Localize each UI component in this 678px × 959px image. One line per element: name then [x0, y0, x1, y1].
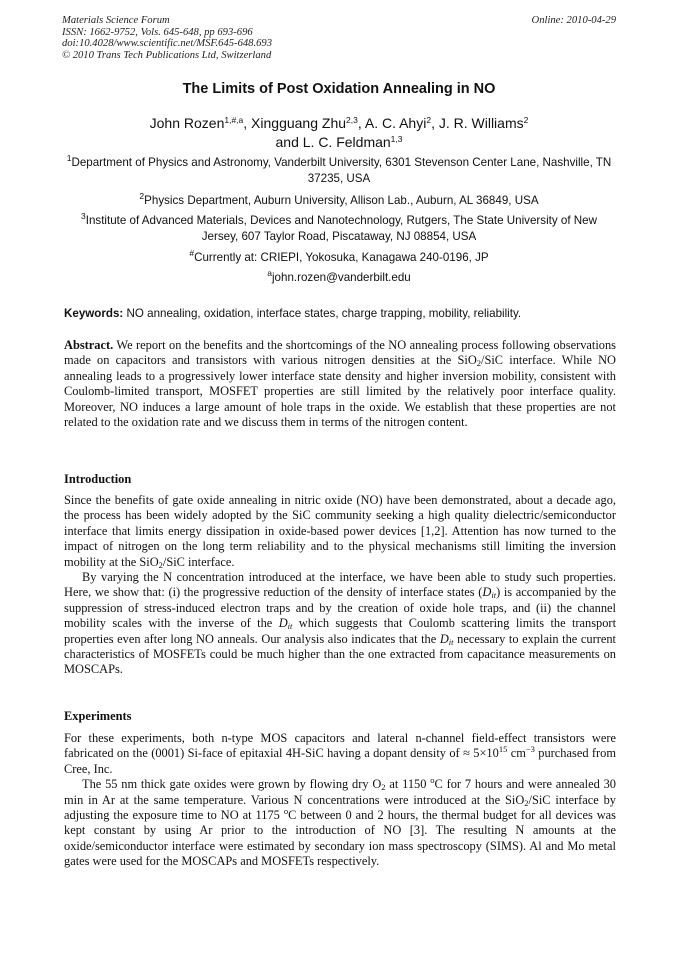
affil-text: Currently at: CRIEPI, Yokosuka, Kanagawa 240-0196, JP	[194, 251, 489, 264]
subscript: 2	[524, 797, 529, 808]
body-text: ) is accompanied by the suppression of stress-induced electron traps and by the creation of oxide hole traps, and (ii) the channel mobility scales with the inverse of the	[64, 585, 616, 631]
affiliation-3	[64, 213, 614, 245]
online-date: Online: 2010-04-29	[531, 15, 616, 26]
author-name: A. C. Ahyi	[364, 115, 427, 131]
body-text: /SiC interface by adjusting the exposure time to NO at 1175	[64, 792, 616, 823]
author-affil-mark: 2	[426, 115, 432, 125]
affiliation-2	[64, 193, 614, 209]
author-affil-mark: 2	[523, 115, 529, 125]
body-text: For these experiments, both n-type MOS capacitors and lateral n-channel field-effect transistors were fabricated on the (0001) Si-face of epitaxial 4H-SiC having a dopant density of ≈ 5×10	[64, 731, 616, 761]
symbol-subscript: it	[448, 636, 454, 647]
exp-paragraph-1	[64, 731, 616, 777]
keywords-text: NO annealing, oxidation, interface states, charge trapping, mobility, reliability.	[126, 307, 522, 320]
body-text: purchased from Cree, Inc.	[64, 746, 616, 776]
affil-mark: 3	[81, 211, 86, 221]
introduction-body	[64, 493, 616, 678]
author-line-1: John Rozen$^{1,\#,a}$, Xingguang Zhu$^{2,3}$, A. C. Ahyi$^2$, J. R. Williams$^2$	[149, 115, 529, 131]
experiments-heading: Experiments	[64, 709, 132, 723]
affil-mark: #	[189, 248, 195, 258]
affil-mark: 1	[66, 153, 72, 163]
symbol-d: D	[439, 631, 449, 646]
author-affil-mark: 1,3	[390, 134, 403, 144]
affil-text: Physics Department, Auburn University, Allison Lab., Auburn, AL 36849, USA	[144, 194, 539, 207]
degree-mark: o	[283, 806, 289, 817]
superscript: 15	[498, 744, 508, 755]
affil-mark: 2	[139, 191, 145, 201]
author-name: John Rozen	[149, 115, 225, 131]
current-address	[64, 250, 614, 266]
superscript: −3	[525, 744, 535, 755]
abstract-paragraph	[64, 338, 616, 430]
body-text: at 1150	[385, 777, 431, 792]
subscript: 2	[381, 782, 386, 793]
subscript: 2	[476, 358, 482, 369]
keywords	[64, 306, 619, 321]
affiliation-1	[64, 155, 614, 187]
affil-text: Department of Physics and Astronomy, Vanderbilt University, 6301 Stevenson Center Lane, Nashville, TN 37235, USA	[71, 156, 612, 185]
author-name: Xingguang Zhu	[251, 115, 347, 131]
author-list	[0, 114, 678, 152]
affil-mark: a	[267, 268, 272, 278]
author-affil-mark: 1,#,a	[224, 115, 244, 125]
exp-paragraph-2	[64, 777, 616, 869]
symbol-subscript: it	[287, 621, 293, 632]
body-text: which suggests that Coulomb scattering limits the transport properties even after long NO anneals. Our analysis also indicates that the	[64, 616, 617, 646]
author-name: and L. C. Feldman	[275, 134, 391, 150]
body-text: /SiC interface.	[162, 554, 235, 569]
corresponding-email	[64, 270, 614, 286]
body-text: C for 7 hours and were annealed 30 min in Ar at the same temperature. Various N concentrations were introduced at the SiO	[64, 777, 616, 807]
author-line-2	[0, 133, 678, 152]
abstract-text: /SiC interface. While NO annealing leads to a progressively lower interface state density and higher inversion mobility, consistent with Coulomb-limited transport, MOSFET properties are still limited by the relatively poor interface quality. Moreover, NO induces a large amount of hole traps in the oxide. We establish that these properties are not related to the oxidation rate and we discuss them in terms of the nitrogen content.	[64, 353, 616, 430]
issn-line: ISSN: 1662-9752, Vols. 645-648, pp 693-696	[62, 26, 253, 38]
subscript: 2	[158, 559, 163, 570]
symbol-d: D	[278, 616, 288, 631]
body-text: C between 0 and 2 hours, the thermal budget for all devices was kept constant by using Ar prior to the introduction of NO [3]. The resulting N amounts at the oxide/semiconductor interface were estimated by secondary ion mass spectroscopy (SIMS). Al and Mo metal gates were used for the MOSCAPs and MOSFETs respectively.	[64, 808, 617, 869]
keywords-label: Keywords:	[64, 307, 124, 320]
intro-paragraph-1	[64, 493, 616, 570]
doi-line: doi:10.4028/www.scientific.net/MSF.645-648.693	[62, 38, 272, 50]
body-text: The 55 nm thick gate oxides were grown by flowing dry O	[82, 777, 382, 792]
abstract	[64, 338, 616, 430]
email-text: john.rozen@vanderbilt.edu	[271, 271, 411, 284]
introduction-heading: Introduction	[64, 472, 132, 486]
experiments-body	[64, 731, 616, 870]
journal-header	[62, 15, 616, 61]
affil-text: Institute of Advanced Materials, Devices and Nanotechnology, Rutgers, The State University of New Jersey, 607 Taylor Road, Piscataway, NJ 08854, USA	[85, 214, 597, 243]
paper-title: The Limits of Post Oxidation Annealing in NO	[182, 81, 496, 97]
symbol-d: D	[482, 585, 492, 600]
degree-mark: o	[430, 775, 435, 786]
author-name: J. R. Williams	[438, 115, 524, 131]
copyright-line: © 2010 Trans Tech Publications Ltd, Switzerland	[62, 49, 272, 61]
body-text: necessary to explain the current characteristics of MOSFETs could be much higher than the one extracted from capacitance measurements on MOSCAPs.	[64, 631, 616, 677]
body-text: cm	[507, 746, 526, 761]
body-text: By varying the N concentration introduced at the interface, we have been able to study such properties. Here, we show that: (i) the progressive reduction of the density of interface states (	[64, 570, 616, 600]
body-text: Since the benefits of gate oxide annealing in nitric oxide (NO) have been demonstrated, about a decade ago, the process has been widely adopted by the SiC community seeking a high quality dielectric/semiconductor interface that limits energy dissipation in oxide-based power devices [1,2]. Attention has now turned to the impact of nitrogen on the long term reliability and to the physical mechanisms still limiting the inversion mobility at the SiO	[64, 493, 616, 569]
abstract-text: We report on the benefits and the shortcomings of the NO annealing process following observations made on capacitors and transistors with various nitrogen densities at the SiO	[64, 338, 616, 368]
abstract-label: Abstract.	[64, 338, 114, 352]
symbol-subscript: it	[491, 590, 497, 601]
journal-name: Materials Science Forum	[62, 15, 170, 26]
intro-paragraph-2	[64, 570, 616, 678]
author-affil-mark: 2,3	[346, 115, 358, 125]
